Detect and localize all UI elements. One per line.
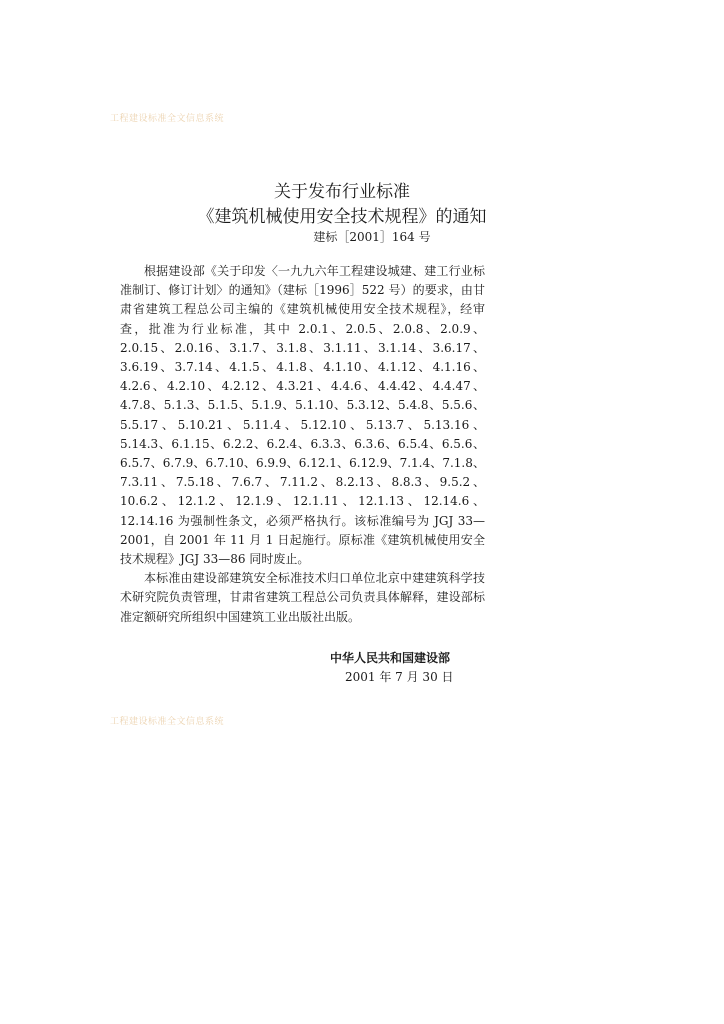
header-watermark: 工程建设标准全文信息系统 <box>110 114 225 124</box>
notice-title-line-1: 关于发布行业标准 <box>274 182 410 202</box>
footer-watermark: 工程建设标准全文信息系统 <box>110 717 225 727</box>
notice-title-line-2: 《建筑机械使用安全技术规程》的通知 <box>197 207 487 227</box>
body-paragraph-2: 本标准由建设部建筑安全标准技术归口单位北京中建建筑科学技术研究院负责管理，甘肃省建筑工程总公司负责具体解释，建设部标准定额研究所组织中国建筑工业出版社出版。 <box>120 571 485 624</box>
issuing-authority: 中华人民共和国建设部 <box>330 651 451 665</box>
body-paragraph-1: 根据建设部《关于印发〈一九九六年工程建设城建、建工行业标准制订、修订计划〉的通知》（建标［1996］522 号）的要求，由甘肃省建筑工程总公司主编的《建筑机械使用安全技术规程》，经审查，批准为行业标准，其中 2.0.1、2.0.5、2.0.8、2.0.9、2.0.15、2.0.16、3.1.7、3.1.8、3.1.11、3.1.14、3.6.17、3.6.19、3.7.14、4.1.5、4.1.8、4.1.10、4.1.12、4.1.16、4.2.6、4.2.10、4.2.12、4.3.21、4.4.6、4.4.42、4.4.47、4.7.8、5.1.3、5.1.5、5.1.9、5.1.10、5.3.12、5.4.8、5.5.6、5.5.17、5.10.21、5.11.4、5.12.10、5.13.7、5.13.16、5.14.3、6.1.15、6.2.2、6.2.4、6.3.3、6.3.6、6.5.4、6.5.6、6.5.7、6.7.9、6.7.10、6.9.9、6.12.1、6.12.9、7.1.4、7.1.8、7.3.11、7.5.18、7.6.7、7.11.2、8.2.13、8.8.3、9.5.2、10.6.2、12.1.2、12.1.9、12.1.11、12.1.13、12.14.6、12.14.16 为强制性条文，必须严格执行。该标准编号为 JGJ 33—2001，自 2001 年 11 月 1 日起施行。原标准《建筑机械使用安全技术规程》JGJ 33—86 同时废止。 <box>120 264 485 567</box>
issue-date: 2001 年 7 月 30 日 <box>345 670 454 684</box>
document-number: 建标［2001］164 号 <box>313 230 431 244</box>
notice-body <box>120 262 485 627</box>
